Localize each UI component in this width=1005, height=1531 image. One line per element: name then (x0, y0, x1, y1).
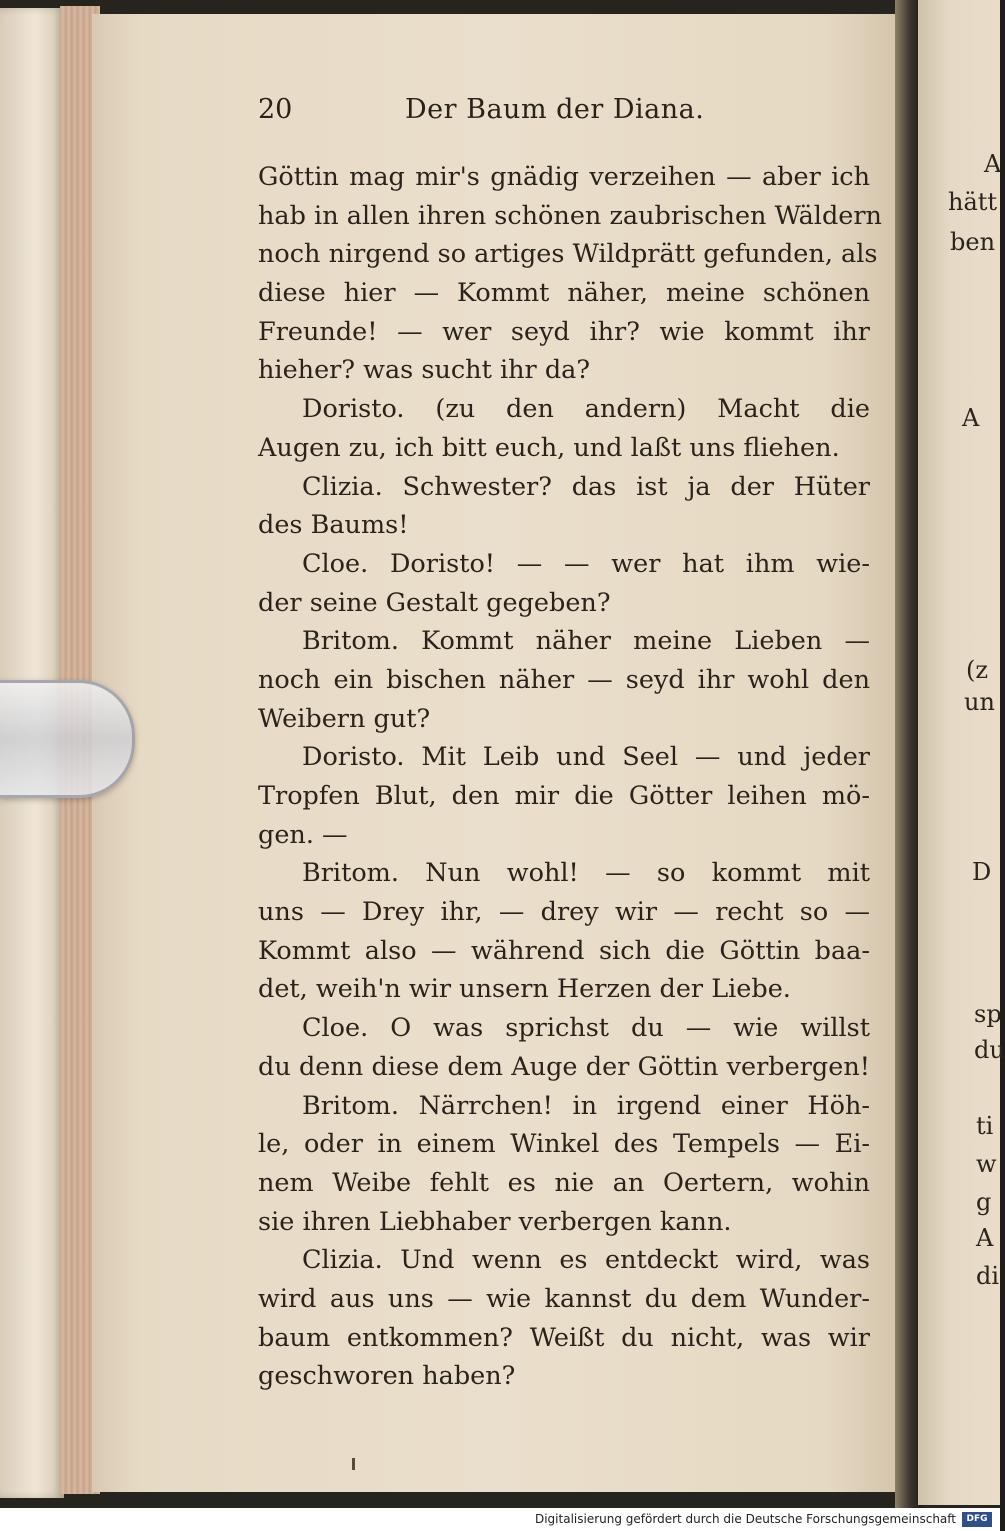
page-header (258, 94, 868, 134)
text-line: Göttin mag mir's gnädig verzeihen — aber ich (258, 162, 870, 192)
text-line: noch ein bischen näher — seyd ihr wohl den (258, 664, 870, 695)
next-page-fragment: (z (966, 656, 989, 684)
speaker-line: Doristo. Mit Leib und Seel — und jeder (302, 742, 870, 773)
speaker-line: Britom. Närrchen! in irgend einer Höh- (302, 1090, 870, 1121)
text-line: des Baums! (258, 510, 409, 541)
text-line: geschworen haben? (258, 1361, 516, 1392)
next-page-fragment: ti (976, 1112, 994, 1140)
text-line: noch nirgend so artiges Wildprätt gefunden, als (258, 239, 878, 270)
text-line: gen. — (258, 819, 348, 850)
next-page-fragment: sp (974, 1000, 1002, 1028)
text-line: nem Weibe fehlt es nie an Oertern, wohin (258, 1167, 870, 1198)
next-page-fragment: hätt (948, 188, 998, 216)
next-page-fragment: A (984, 150, 1002, 178)
speaker-line: Clizia. Und wenn es entdeckt wird, was (302, 1245, 870, 1276)
text-line: Augen zu, ich bitt euch, und laßt uns fliehen. (258, 432, 840, 463)
next-page-fragment: A (976, 1224, 994, 1252)
text-line: Kommt also — während sich die Göttin baa- (258, 935, 870, 966)
text-line: der seine Gestalt gegeben? (258, 587, 611, 618)
text-line: Freunde! — wer seyd ihr? wie kommt ihr (258, 316, 870, 347)
text-line: Weibern gut? (258, 703, 431, 734)
next-page-fragment: un (964, 688, 995, 716)
next-page-fragment: ben (950, 228, 996, 256)
text-line: Tropfen Blut, den mir die Götter leihen mö- (258, 781, 870, 811)
running-title: Der Baum der Diana. (405, 94, 705, 125)
next-page-fragment: di (976, 1262, 1000, 1290)
next-page-fragment: du (974, 1036, 1005, 1064)
text-line: sie ihren Liebhaber verbergen kann. (258, 1206, 732, 1237)
text-line: du denn diese dem Auge der Göttin verbergen! (258, 1051, 870, 1082)
page-body-text (258, 158, 882, 1396)
next-page-fragment: A (962, 404, 980, 432)
speaker-line: Doristo. (zu den andern) Macht die (302, 394, 870, 425)
next-page-fragment: D (972, 858, 992, 886)
text-line: hieher? was sucht ihr da? (258, 355, 591, 386)
text-line: diese hier — Kommt näher, meine schönen (258, 278, 870, 309)
speaker-line: Cloe. Doristo! — — wer hat ihm wie- (302, 548, 870, 579)
speaker-line: Britom. Kommt näher meine Lieben — (302, 626, 870, 657)
text-line: wird aus uns — wie kannst du dem Wunder- (258, 1283, 870, 1314)
text-line: uns — Drey ihr, — drey wir — recht so — (258, 897, 870, 928)
next-page-fragment: g (976, 1188, 992, 1216)
next-page-edge (918, 0, 1005, 1505)
speaker-line: Cloe. O was sprichst du — wie willst (302, 1013, 870, 1044)
text-line: det, weih'n wir unsern Herzen der Liebe. (258, 974, 791, 1005)
dfg-logo: DFG (962, 1512, 992, 1527)
text-line: le, oder in einem Winkel des Tempels — Ei- (258, 1129, 870, 1160)
page-number: 20 (258, 94, 293, 125)
text-line: baum entkommen? Weißt du nicht, was wir (258, 1322, 870, 1353)
footer-bar (0, 1508, 1000, 1531)
ink-blot (352, 1458, 355, 1470)
speaker-line: Clizia. Schwester? das ist ja der Hüter (302, 471, 870, 502)
next-page-fragment: w (976, 1150, 997, 1178)
funding-credit: Digitalisierung gefördert durch die Deutsche Forschungsgemeinschaft (534, 1512, 956, 1526)
text-line: hab in allen ihren schönen zaubrischen Wäldern (258, 200, 882, 231)
speaker-line: Britom. Nun wohl! — so kommt mit (302, 858, 870, 889)
page-clip (0, 680, 135, 798)
